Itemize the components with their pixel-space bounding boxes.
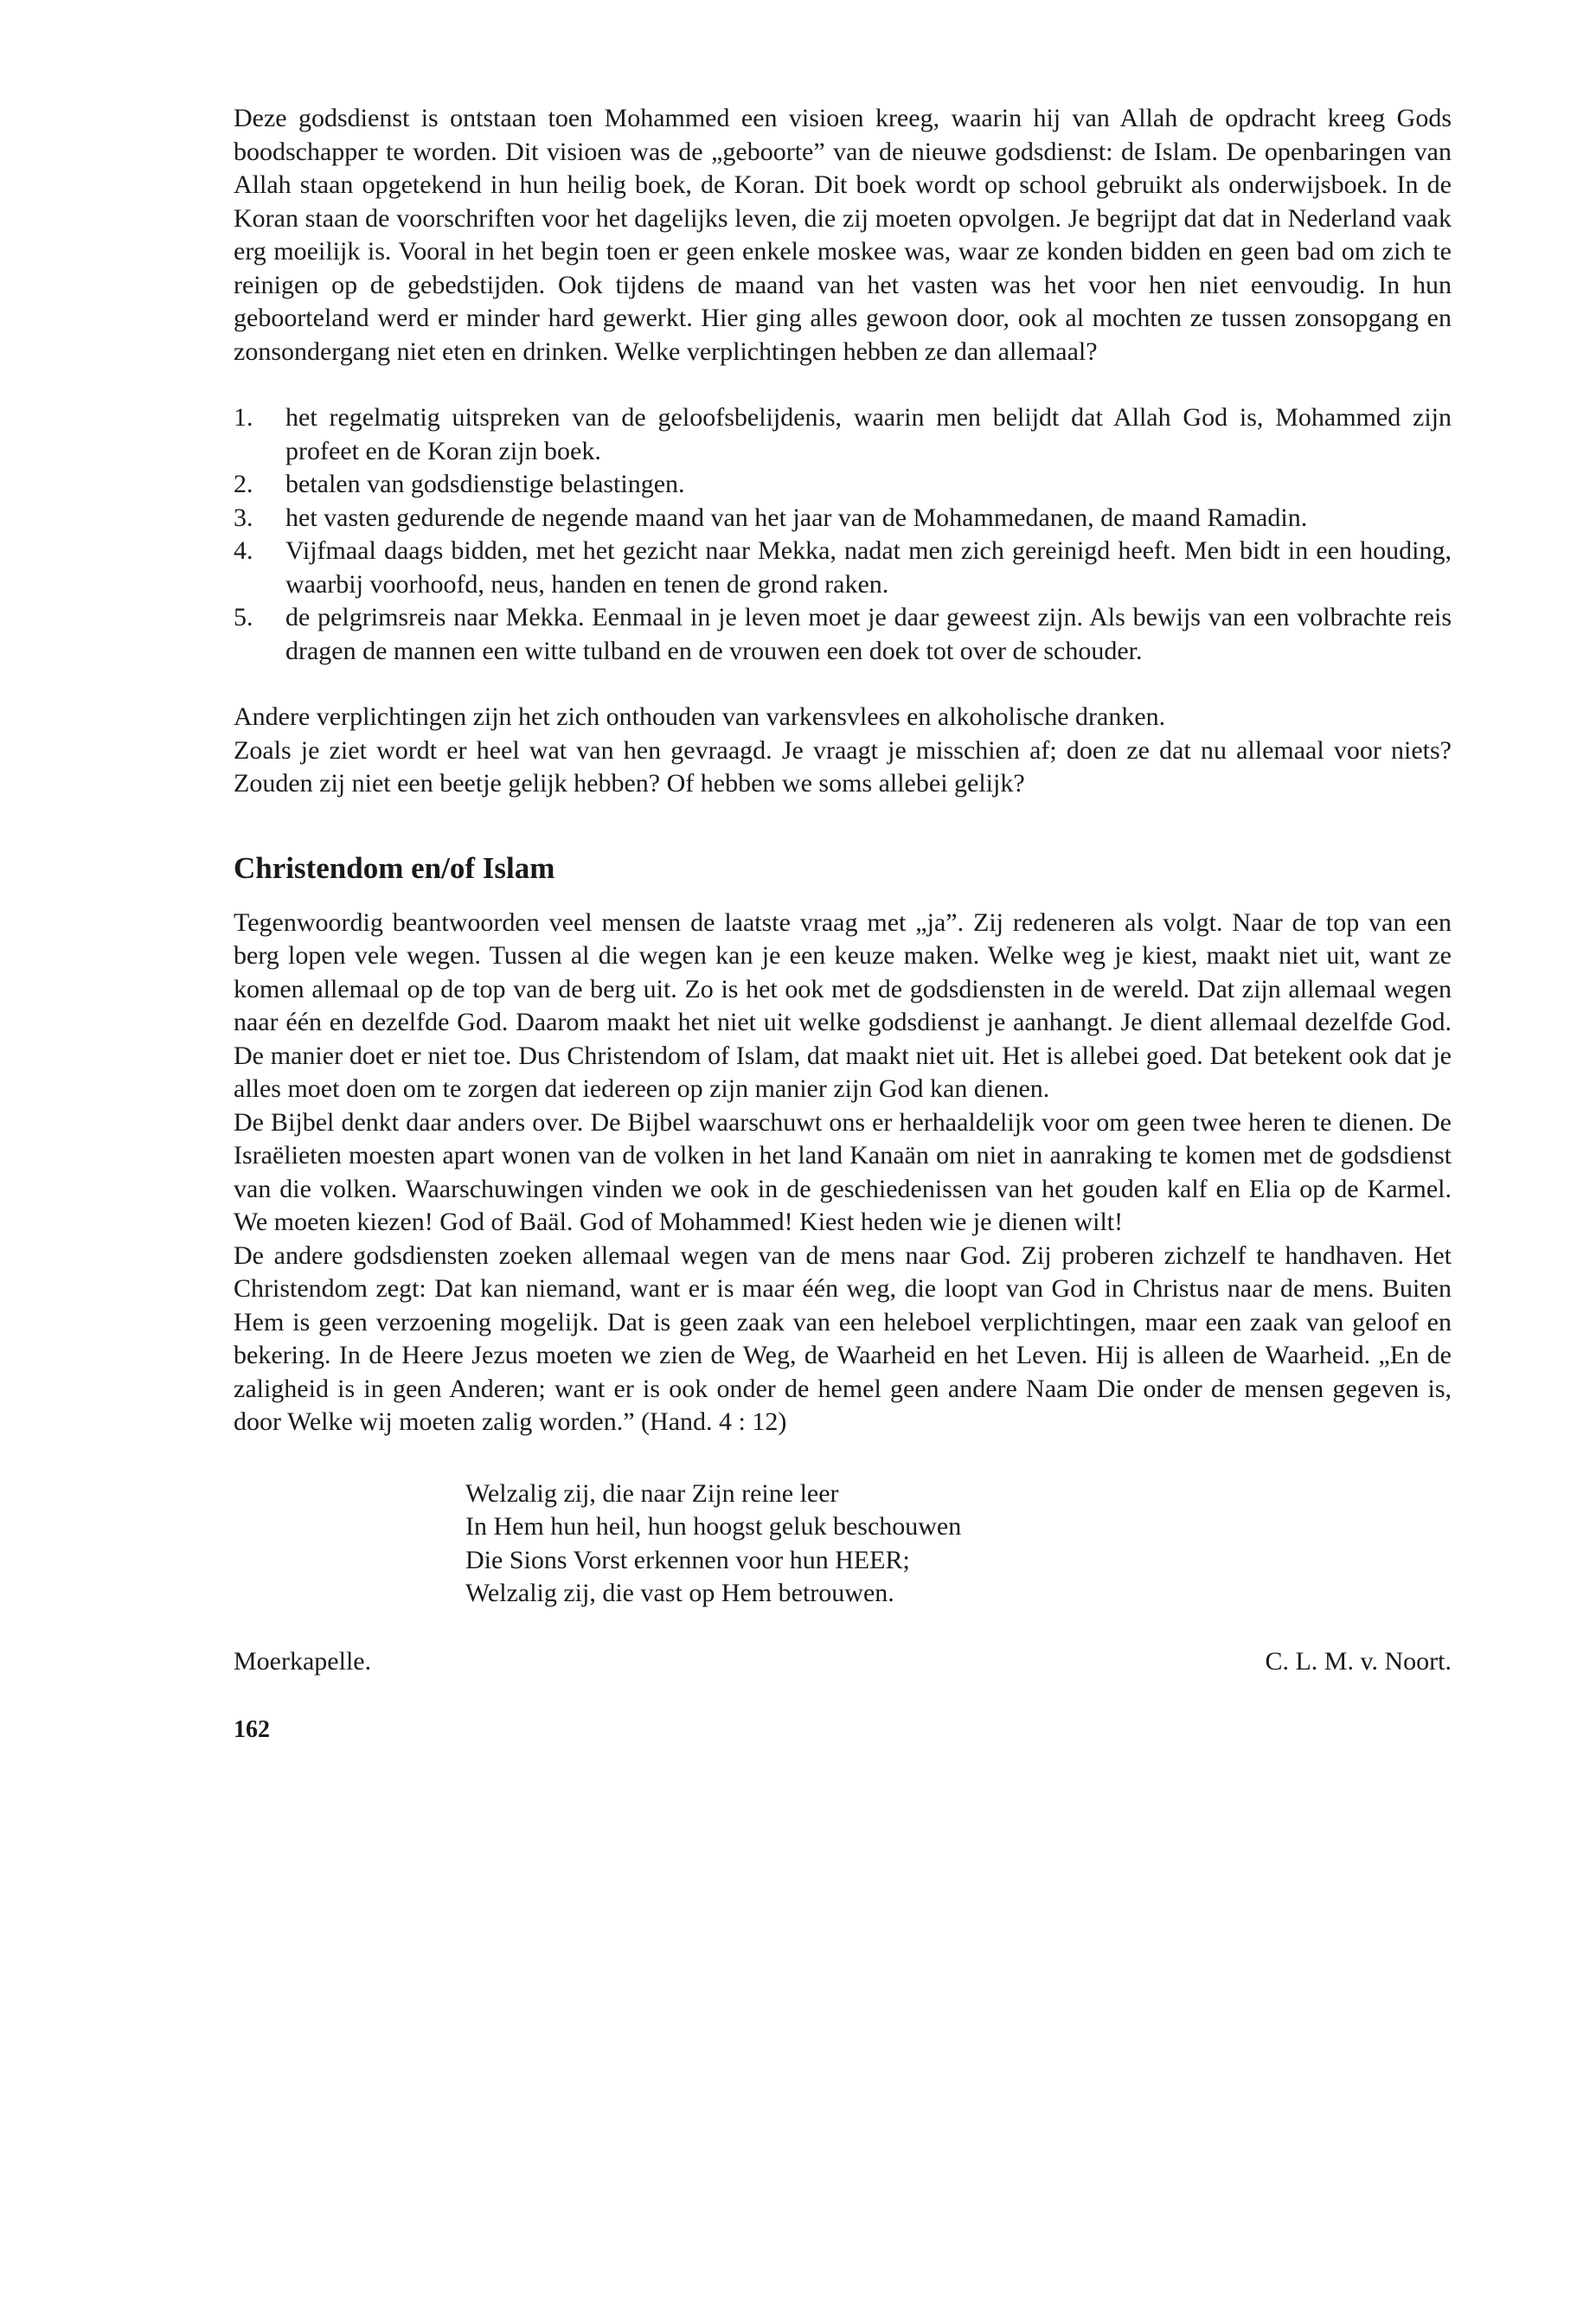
section-heading: Christendom en/of Islam <box>234 850 555 885</box>
poem-stanza <box>465 1477 1452 1611</box>
list-item-text: betalen van godsdienstige belastingen. <box>285 470 685 498</box>
section-paragraph-3: De andere godsdiensten zoeken allemaal wegen van de mens naar God. Zij proberen zichzelf te handhaven. Het Christendom zegt: Dat kan niemand, want er is maar één weg, die loopt van God in Christus naar de mens. Buiten Hem is geen verzoening mogelijk. Dat is geen zaak van een heleboel verplichtingen, maar een zaak van geloof en bekering. In de Heere Jezus moeten we zien de Weg, de Waarheid en het Leven. Hij is alleen de Waarheid. „En de zaligheid is in geen Anderen; want er is ook onder de hemel geen andere Naam Die onder de mensen gegeven is, door Welke wij moeten zalig worden.” (Hand. 4 : 12) <box>234 1240 1452 1436</box>
list-item-number: 4. <box>234 536 253 565</box>
page-number: 162 <box>234 1716 270 1743</box>
intro-paragraph: Deze godsdienst is ontstaan toen Mohammed een visioen kreeg, waarin hij van Allah de opdracht kreeg Gods boodschapper te worden. Dit visioen was de „geboorte” van de nieuwe godsdienst: de Islam. De openbaringen van Allah staan opgetekend in hun heilig boek, de Koran. Dit boek wordt op school gebruikt als onderwijsboek. In de Koran staan de voorschriften voor het dagelijks leven, die zij moeten opvolgen. Je begrijpt dat dat in Nederland vaak erg moeilijk is. Vooral in het begin toen er geen enkele moskee was, waar ze konden bidden en geen bad om zich te reinigen op de gebedstijden. Ook tijdens de maand van het vasten was het voor hen niet eenvoudig. In hun geboorteland werd er minder hard gewerkt. Hier ging alles gewoon door, ook al mochten ze tussen zonsopgang en zonsondergang niet eten en drinken. Welke verplichtingen hebben ze dan allemaal? <box>234 104 1452 366</box>
list-item <box>234 401 1452 468</box>
question-paragraph: Zoals je ziet wordt er heel wat van hen gevraagd. Je vraagt je misschien af; doen ze dat nu allemaal voor niets? Zouden zij niet een beetje gelijk hebben? Of hebben we soms allebei gelijk? <box>234 735 1452 798</box>
list-item-text: Vijfmaal daags bidden, met het gezicht naar Mekka, nadat men zich gereinigd heeft. Men bidt in een houding, waarbij voorhoofd, neus, handen en tenen de grond raken. <box>285 536 1452 599</box>
poem-line: Welzalig zij, die vast op Hem betrouwen. <box>465 1579 894 1607</box>
list-item-number: 5. <box>234 603 253 631</box>
list-item-number: 3. <box>234 503 253 532</box>
list-item-text: het vasten gedurende de negende maand van het jaar van de Mohammedanen, de maand Ramadin. <box>285 503 1308 532</box>
poem-line: In Hem hun heil, hun hoogst geluk beschouwen <box>465 1512 962 1541</box>
list-item-number: 2. <box>234 470 253 498</box>
list-item <box>234 535 1452 601</box>
section-paragraph-2: De Bijbel denkt daar anders over. De Bijbel waarschuwt ons er herhaaldelijk voor om geen twee heren te dienen. De Israëlieten moesten apart wonen van de volken in het land Kanaän om niet in aanraking te komen met de godsdienst van die volken. Waarschuwingen vinden we ook in de geschiedenissen van het gouden kalf en Elia op de Karmel. We moeten kiezen! God of Baäl. God of Mohammed! Kiest heden wie je dienen wilt! <box>234 1107 1452 1236</box>
list-item-text: de pelgrimsreis naar Mekka. Eenmaal in je leven moet je daar geweest zijn. Als bewijs van een volbrachte reis dragen de mannen een witte tulband en de vrouwen een doek tot over de schouder. <box>285 603 1452 665</box>
list-item <box>234 468 1452 502</box>
list-item-text: het regelmatig uitspreken van de geloofsbelijdenis, waarin men belijdt dat Allah God is, Mohammed zijn profeet en de Koran zijn boek. <box>285 403 1452 465</box>
place-name: Moerkapelle. <box>234 1646 372 1676</box>
list-item <box>234 601 1452 668</box>
list-item <box>234 502 1452 535</box>
author-name: C. L. M. v. Noort. <box>1265 1646 1452 1676</box>
obligations-list <box>234 401 1452 668</box>
poem-line: Welzalig zij, die naar Zijn reine leer <box>465 1478 839 1508</box>
poem-line: Die Sions Vorst erkennen voor hun HEER; <box>465 1545 910 1574</box>
list-item-number: 1. <box>234 403 253 432</box>
other-obligations-paragraph: Andere verplichtingen zijn het zich onthouden van varkensvlees en alkoholische dranken. <box>234 702 1166 731</box>
signature-row <box>234 1645 1452 1679</box>
section-paragraph-1: Tegenwoordig beantwoorden veel mensen de laatste vraag met „ja”. Zij redeneren als volgt. Naar de top van een berg lopen vele wegen. Tussen al die wegen kan je een keuze maken. Welke weg je kiest, maakt niet uit, want ze komen allemaal op de top van de berg uit. Zo is het ook met de godsdiensten in de wereld. Dat zijn allemaal wegen naar één en dezelfde God. Daarom maakt het niet uit welke godsdienst je aanhangt. Je dient allemaal dezelfde God. De manier doet er niet toe. Dus Christendom of Islam, dat maakt niet uit. Het is allebei goed. Dat betekent ook dat je alles moet doen om te zorgen dat iedereen op zijn manier zijn God kan dienen. <box>234 907 1452 1103</box>
document-page <box>234 102 1452 1744</box>
